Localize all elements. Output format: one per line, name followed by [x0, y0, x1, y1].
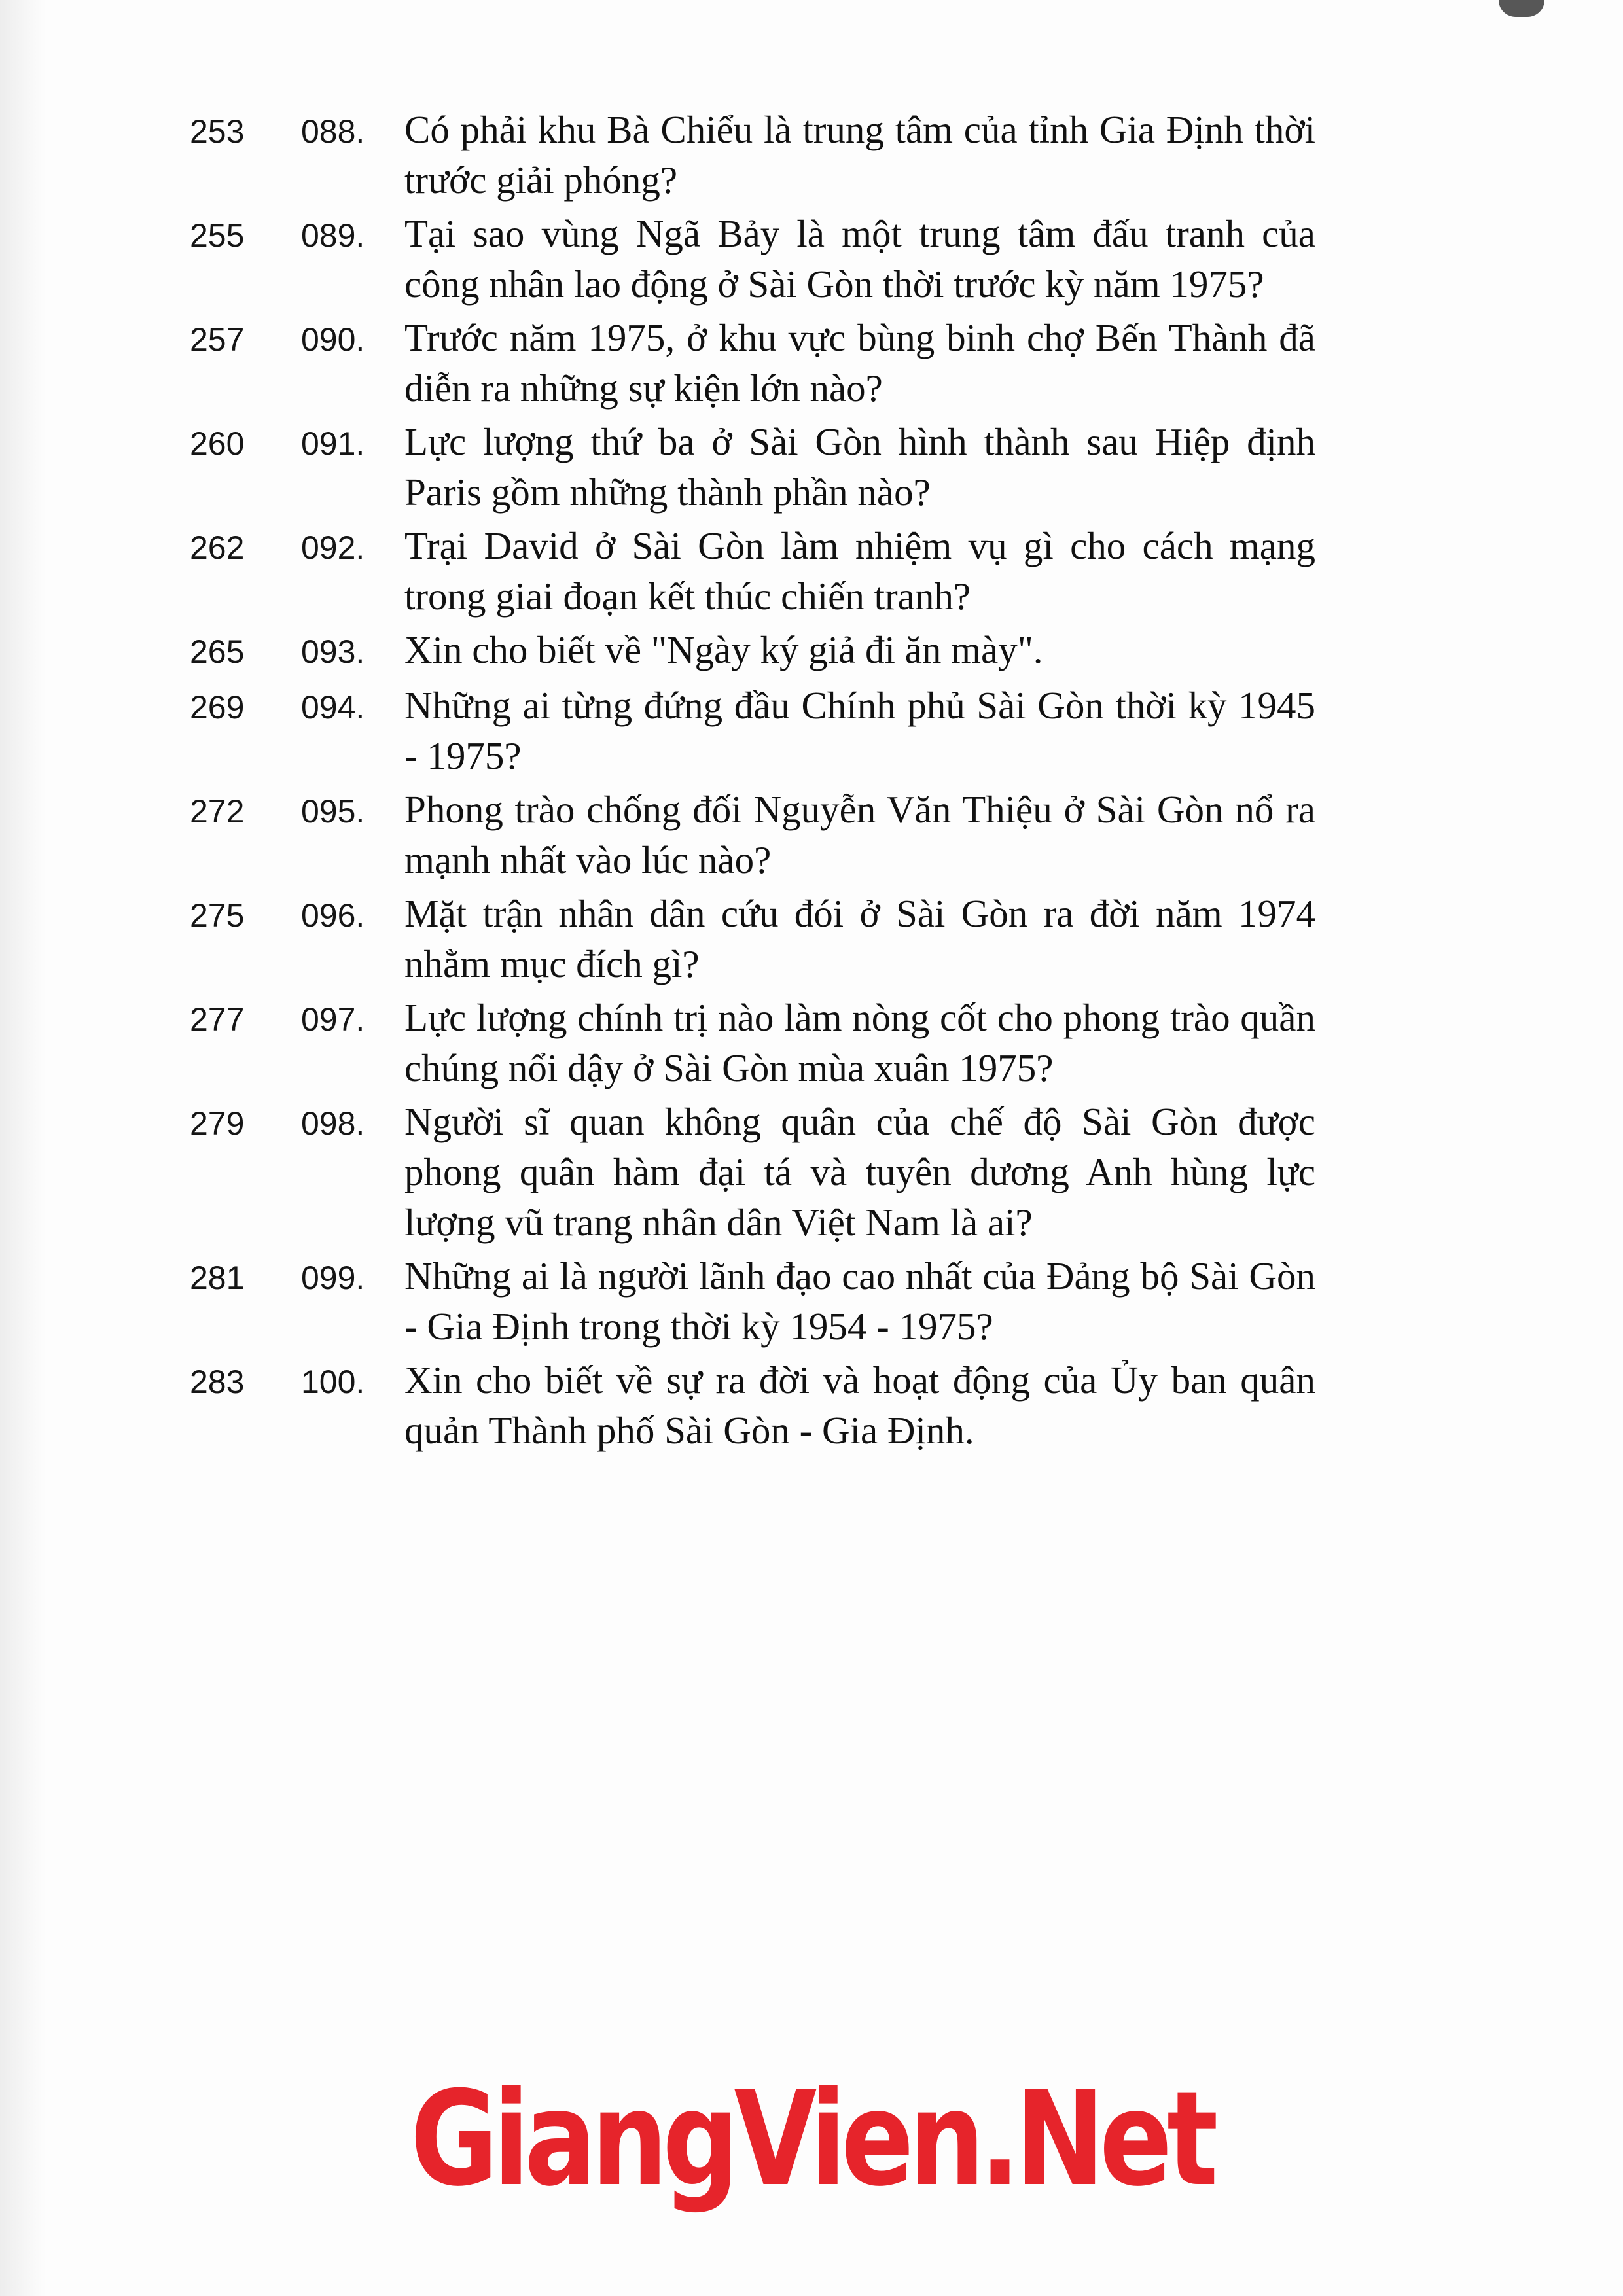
toc-page-number: 255: [190, 217, 245, 254]
toc-question-text: Những ai là người lãnh đạo cao nhất của Đảng bộ Sài Gòn - Gia Định trong thời kỳ 1954 - 1975?: [404, 1254, 1315, 1348]
toc-entry: [190, 105, 1315, 205]
toc-page-number: 260: [190, 425, 245, 462]
toc-entry: [190, 1251, 1315, 1352]
toc-entry: [190, 1097, 1315, 1248]
toc-page-number: 257: [190, 321, 245, 358]
toc-page-number: 272: [190, 793, 245, 830]
watermark-logo: GiangVien.Net: [410, 2063, 1213, 2216]
toc-question-text: Lực lượng chính trị nào làm nòng cốt cho phong trào quần chúng nổi dậy ở Sài Gòn mùa xuân 1975?: [404, 996, 1315, 1089]
toc-entry: [190, 209, 1315, 309]
toc-question-text: Xin cho biết về "Ngày ký giả đi ăn mày".: [404, 628, 1043, 671]
toc-entry: [190, 889, 1315, 989]
toc-question-text: Mặt trận nhân dân cứu đói ở Sài Gòn ra đời năm 1974 nhằm mục đích gì?: [404, 892, 1315, 985]
toc-question-text: Có phải khu Bà Chiểu là trung tâm của tỉnh Gia Định thời trước giải phóng?: [404, 108, 1315, 202]
toc-entry: [190, 993, 1315, 1093]
toc-question-number: 097.: [301, 1001, 365, 1038]
toc-question-number: 091.: [301, 425, 365, 462]
toc-page-number: 279: [190, 1105, 245, 1142]
toc-question-text: Trại David ở Sài Gòn làm nhiệm vụ gì cho cách mạng trong giai đoạn kết thúc chiến tranh?: [404, 524, 1315, 618]
toc-question-number: 090.: [301, 321, 365, 358]
toc-entry: [190, 417, 1315, 518]
scan-smudge-mark: [1499, 0, 1544, 17]
toc-page-number: 269: [190, 689, 245, 726]
toc-entry: [190, 521, 1315, 622]
toc-question-text: Phong trào chống đối Nguyễn Văn Thiệu ở Sài Gòn nổ ra mạnh nhất vào lúc nào?: [404, 788, 1315, 881]
toc-page-number: 253: [190, 113, 245, 150]
toc-question-text: Những ai từng đứng đầu Chính phủ Sài Gòn thời kỳ 1945 - 1975?: [404, 684, 1315, 777]
toc-entry: [190, 1355, 1315, 1456]
toc-page-number: 262: [190, 529, 245, 566]
toc-question-text: Trước năm 1975, ở khu vực bùng binh chợ Bến Thành đã diễn ra những sự kiện lớn nào?: [404, 316, 1315, 410]
toc-page-number: 277: [190, 1001, 245, 1038]
toc-question-number: 089.: [301, 217, 365, 254]
toc-question-text: Lực lượng thứ ba ở Sài Gòn hình thành sau Hiệp định Paris gồm những thành phần nào?: [404, 420, 1315, 514]
toc-question-number: 092.: [301, 529, 365, 566]
toc-question-number: 093.: [301, 633, 365, 670]
toc-question-text: Người sĩ quan không quân của chế độ Sài Gòn được phong quân hàm đại tá và tuyên dương Anh hùng lực lượng vũ trang nhân dân Việt Nam là ai?: [404, 1100, 1315, 1244]
toc-entry: [190, 625, 1315, 677]
toc-question-number: 096.: [301, 897, 365, 934]
toc-question-number: 098.: [301, 1105, 365, 1142]
table-of-contents: [190, 105, 1315, 1459]
toc-question-number: 099.: [301, 1260, 365, 1296]
toc-question-text: Xin cho biết về sự ra đời và hoạt động của Ủy ban quân quản Thành phố Sài Gòn - Gia Định.: [404, 1358, 1315, 1452]
toc-page-number: 265: [190, 633, 245, 670]
toc-question-number: 088.: [301, 113, 365, 150]
toc-page-number: 281: [190, 1260, 245, 1296]
scan-shadow-edge: [0, 0, 46, 2296]
toc-question-number: 095.: [301, 793, 365, 830]
toc-entry: [190, 785, 1315, 885]
toc-page-number: 283: [190, 1364, 245, 1400]
toc-question-number: 094.: [301, 689, 365, 726]
toc-entry: [190, 313, 1315, 414]
toc-question-number: 100.: [301, 1364, 365, 1400]
toc-entry: [190, 680, 1315, 781]
toc-page-number: 275: [190, 897, 245, 934]
toc-question-text: Tại sao vùng Ngã Bảy là một trung tâm đấu tranh của công nhân lao động ở Sài Gòn thời trước kỳ năm 1975?: [404, 212, 1315, 306]
